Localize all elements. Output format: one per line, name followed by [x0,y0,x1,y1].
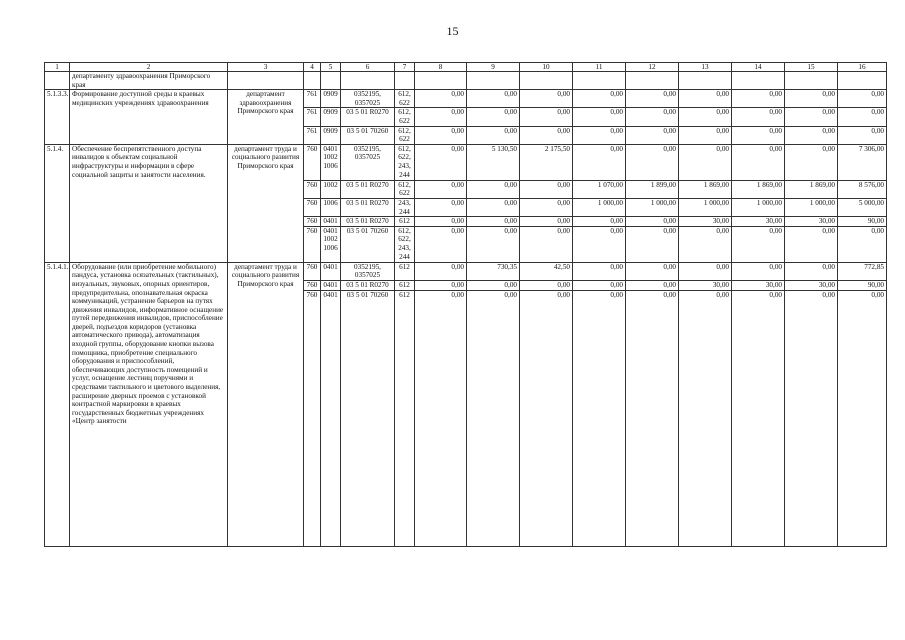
amount-cell: 0,00 [467,226,520,262]
item-executor: департамент труда и социального развития Приморского края [228,144,304,262]
amount-cell: 0,00 [785,126,838,144]
code-target: 0352195, 0357025 [341,262,395,280]
continuation-row [45,72,887,90]
amount-cell: 0,00 [520,217,573,227]
amount-cell: 0,00 [626,262,679,280]
amount-cell: 0,00 [415,262,467,280]
amount-cell: 0,00 [626,144,679,180]
header-cell: 16 [838,63,887,72]
code-expense: 612 [395,217,415,227]
code-expense: 612, 622 [395,180,415,198]
amount-cell: 0,00 [467,180,520,198]
amount-cell: 30,00 [679,217,732,227]
amount-cell: 0,00 [626,217,679,227]
amount-cell: 1 899,00 [626,180,679,198]
amount-cell: 0,00 [785,262,838,280]
table-row [45,144,887,180]
code-target: 03 5 01 R0270 [341,180,395,198]
amount-cell: 30,00 [732,280,785,290]
amount-cell: 30,00 [732,217,785,227]
amount-cell: 1 000,00 [679,198,732,216]
code-grbs: 760 [304,180,321,198]
cell [45,72,70,90]
table-row [45,262,887,280]
item-number: 5.1.3.3. [45,90,70,145]
code-section: 0401 [321,217,341,227]
amount-cell: 0,00 [467,280,520,290]
amount-cell: 0,00 [838,90,887,108]
header-cell: 5 [321,63,341,72]
item-name: Оборудование (или приобретение мобильного) пандуса, установка осязательных (тактильных), визуальных, звуковых, опорных ориентиров, предупредительна, опознавательная окраска коммуникаций, устранение барьеров на путях движения инвалидов, информативное оснащение путей передвижения инвалидов, приспособление дверей, подъездов коридоров (установка автоматического привода), автоматизация входной группы, оборудование кнопки вызова помощника, приобретение специального оборудования и приспособлений, обеспечивающих доступность помещений и услуг, оснащение лестниц поручнями и средствами тактильного и цветового выделения, расширение дверных проемов с установкой контрастной маркировки в краевых государственных бюджетных учреждениях «Центр занятости [70,262,228,546]
code-section: 1006 [321,198,341,216]
header-cell: 14 [732,63,785,72]
code-grbs: 760 [304,262,321,280]
item-name: Обеспечение беспрепятственного доступа инвалидов к объектам социальной инфраструктуры и информации в сфере социальной защиты и занятости населения. [70,144,228,262]
code-grbs: 760 [304,280,321,290]
code-section: 0401 [321,290,341,546]
code-section: 1002 [321,180,341,198]
amount-cell: 0,00 [626,226,679,262]
amount-cell: 0,00 [520,108,573,126]
amount-cell: 772,85 [838,262,887,280]
amount-cell: 0,00 [520,180,573,198]
amount-cell: 0,00 [573,262,626,280]
amount-cell: 0,00 [679,262,732,280]
code-section: 0401 1002 1006 [321,144,341,180]
amount-cell: 0,00 [520,198,573,216]
amount-cell: 0,00 [520,126,573,144]
code-section: 0909 [321,90,341,108]
amount-cell: 1 070,00 [573,180,626,198]
header-cell: 1 [45,63,70,72]
amount-cell: 0,00 [785,144,838,180]
amount-cell: 5 000,00 [838,198,887,216]
table-row [45,90,887,108]
code-expense: 612 [395,262,415,280]
header-cell: 10 [520,63,573,72]
code-grbs: 760 [304,198,321,216]
amount-cell: 0,00 [467,198,520,216]
amount-cell: 0,00 [520,90,573,108]
header-cell: 7 [395,63,415,72]
amount-cell: 0,00 [573,290,626,546]
continuation-name: департаменту здравоохранения Приморского края [70,72,228,90]
amount-cell: 0,00 [838,108,887,126]
amount-cell: 1 869,00 [679,180,732,198]
code-expense: 243, 244 [395,198,415,216]
amount-cell: 1 000,00 [626,198,679,216]
amount-cell: 0,00 [573,226,626,262]
code-section: 0909 [321,126,341,144]
amount-cell: 42,50 [520,262,573,280]
code-section: 0909 [321,108,341,126]
amount-cell: 0,00 [626,280,679,290]
amount-cell: 1 869,00 [785,180,838,198]
amount-cell: 1 000,00 [785,198,838,216]
amount-cell: 8 576,00 [838,180,887,198]
header-cell: 15 [785,63,838,72]
amount-cell: 0,00 [573,126,626,144]
header-cell: 12 [626,63,679,72]
amount-cell: 2 175,50 [520,144,573,180]
amount-cell: 0,00 [732,262,785,280]
code-expense: 612, 622 [395,108,415,126]
amount-cell: 0,00 [573,280,626,290]
amount-cell: 0,00 [626,108,679,126]
code-section: 0401 [321,280,341,290]
page-number: 15 [446,24,459,38]
code-expense: 612, 622, 243, 244 [395,226,415,262]
amount-cell: 0,00 [732,290,785,546]
code-expense: 612, 622 [395,126,415,144]
amount-cell: 0,00 [679,108,732,126]
header-cell: 13 [679,63,732,72]
amount-cell: 0,00 [679,90,732,108]
header-cell: 6 [341,63,395,72]
code-target: 03 5 01 R0270 [341,198,395,216]
code-target: 03 5 01 70260 [341,126,395,144]
amount-cell: 0,00 [415,290,467,546]
amount-cell: 30,00 [785,280,838,290]
amount-cell: 0,00 [679,226,732,262]
amount-cell: 0,00 [679,126,732,144]
amount-cell: 0,00 [679,290,732,546]
code-grbs: 761 [304,108,321,126]
header-cell: 11 [573,63,626,72]
item-number: 5.1.4.1. [45,262,70,546]
header-cell: 9 [467,63,520,72]
amount-cell: 0,00 [415,144,467,180]
code-grbs: 761 [304,126,321,144]
amount-cell: 0,00 [573,90,626,108]
amount-cell: 1 869,00 [732,180,785,198]
amount-cell: 0,00 [838,226,887,262]
code-section: 0401 1002 1006 [321,226,341,262]
code-target: 0352195, 0357025 [341,90,395,108]
code-expense: 612, 622 [395,90,415,108]
header-row [45,63,887,72]
amount-cell: 0,00 [520,226,573,262]
amount-cell: 0,00 [467,217,520,227]
amount-cell: 0,00 [732,126,785,144]
item-executor: департамент здравоохранения Приморского края [228,90,304,145]
amount-cell: 0,00 [415,226,467,262]
code-expense: 612 [395,290,415,546]
amount-cell: 0,00 [415,108,467,126]
code-target: 03 5 01 R0270 [341,108,395,126]
item-name: Формирование доступной среды в краевых медицинских учреждениях здравоохранения [70,90,228,145]
amount-cell: 0,00 [520,280,573,290]
code-grbs: 760 [304,290,321,546]
code-grbs: 760 [304,217,321,227]
amount-cell: 0,00 [573,144,626,180]
amount-cell: 0,00 [732,90,785,108]
amount-cell: 0,00 [785,290,838,546]
amount-cell: 0,00 [838,290,887,546]
code-section: 0401 [321,262,341,280]
code-expense: 612, 622, 243, 244 [395,144,415,180]
amount-cell: 0,00 [626,126,679,144]
code-grbs: 760 [304,226,321,262]
amount-cell: 0,00 [467,126,520,144]
code-grbs: 760 [304,144,321,180]
amount-cell: 0,00 [415,126,467,144]
header-cell: 8 [415,63,467,72]
amount-cell: 0,00 [785,108,838,126]
amount-cell: 0,00 [785,226,838,262]
amount-cell: 730,35 [467,262,520,280]
amount-cell: 0,00 [467,90,520,108]
amount-cell: 90,00 [838,280,887,290]
code-target: 03 5 01 R0270 [341,280,395,290]
amount-cell: 1 000,00 [573,198,626,216]
amount-cell: 0,00 [785,90,838,108]
amount-cell: 0,00 [415,280,467,290]
amount-cell: 0,00 [626,90,679,108]
amount-cell: 5 130,50 [467,144,520,180]
amount-cell: 0,00 [415,90,467,108]
amount-cell: 0,00 [520,290,573,546]
amount-cell: 0,00 [732,226,785,262]
amount-cell: 0,00 [626,290,679,546]
amount-cell: 0,00 [415,198,467,216]
item-executor: департамент труда и социального развития Приморского края [228,262,304,546]
amount-cell: 0,00 [467,290,520,546]
item-number: 5.1.4. [45,144,70,262]
header-cell: 2 [70,63,228,72]
code-grbs: 761 [304,90,321,108]
amount-cell: 0,00 [732,108,785,126]
amount-cell: 30,00 [785,217,838,227]
amount-cell: 90,00 [838,217,887,227]
amount-cell: 0,00 [573,217,626,227]
code-target: 03 5 01 70260 [341,226,395,262]
code-expense: 612 [395,280,415,290]
amount-cell: 7 306,00 [838,144,887,180]
header-cell: 4 [304,63,321,72]
amount-cell: 30,00 [679,280,732,290]
amount-cell: 0,00 [415,217,467,227]
code-target: 0352195, 0357025 [341,144,395,180]
amount-cell: 0,00 [573,108,626,126]
header-cell: 3 [228,63,304,72]
amount-cell: 0,00 [467,108,520,126]
code-target: 03 5 01 R0270 [341,217,395,227]
amount-cell: 0,00 [838,126,887,144]
amount-cell: 0,00 [679,144,732,180]
amount-cell: 0,00 [732,144,785,180]
code-target: 03 5 01 70260 [341,290,395,546]
budget-table [44,62,887,547]
amount-cell: 1 000,00 [732,198,785,216]
amount-cell: 0,00 [415,180,467,198]
